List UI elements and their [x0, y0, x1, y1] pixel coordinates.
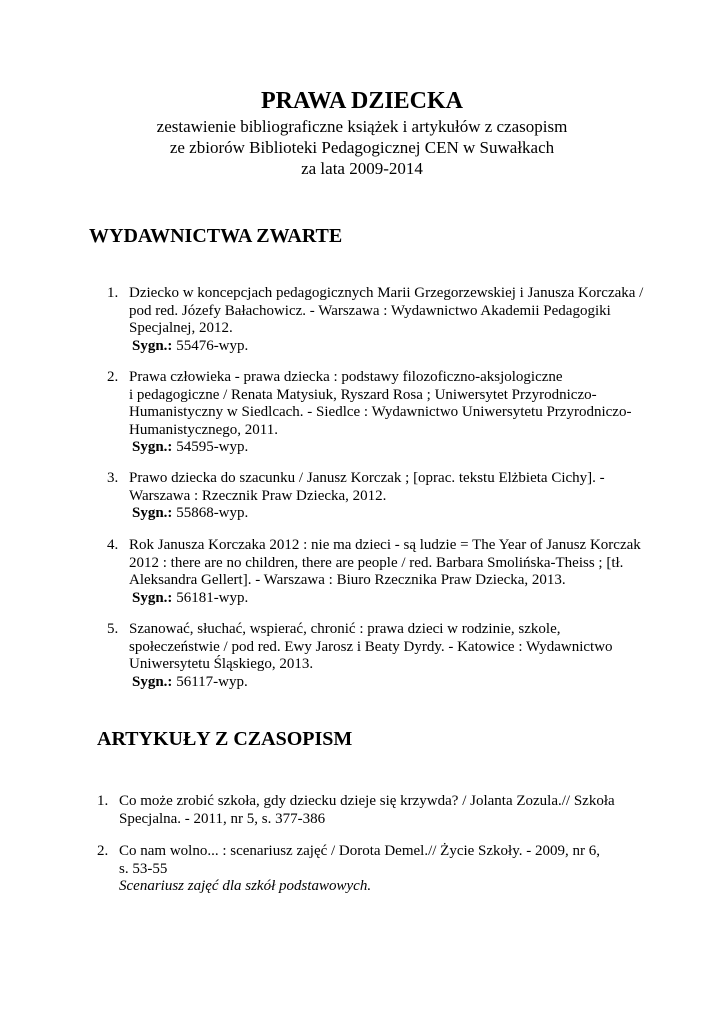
call-number-value: 55476-wyp. [172, 337, 249, 354]
call-number [129, 439, 667, 457]
item-text-line: Aleksandra Gellert]. - Warszawa : Biuro Rzecznika Praw Dziecka, 2013. [129, 572, 566, 588]
item-text-line: 2012 : there are no children, there are people / red. Barbara Smolińska-Theiss ; [tł. [129, 554, 624, 571]
subtitle-line: za lata 2009-2014 [301, 159, 423, 178]
call-number-label: Sygn.: [132, 439, 173, 455]
item-text-line: pod red. Józefy Bałachowicz. - Warszawa : Wydawnictwo Akademii Pedagogiki [129, 302, 611, 319]
item-text-line: Warszawa : Rzecznik Praw Dziecka, 2012. [129, 487, 387, 504]
item-text-line: Prawa człowieka - prawa dziecka : podstawy filozoficzno-aksjologiczne [129, 369, 563, 385]
item-number: 4. [107, 537, 119, 553]
list-item [107, 537, 667, 607]
item-text-line: Humanistyczny w Siedlcach. - Siedlce : Wydawnictwo Uniwersytetu Przyrodniczo- [129, 404, 632, 420]
section-heading-books: WYDAWNICTWA ZWARTE [89, 225, 343, 247]
item-text-line: Co może zrobić szkoła, gdy dziecku dzieje się krzywda? / Jolanta Zozula.// Szkoła [119, 793, 615, 809]
call-number [129, 674, 667, 692]
item-text-line: Szanować, słuchać, wspierać, chronić : prawa dzieci w rodzinie, szkole, [129, 621, 561, 637]
list-item [107, 369, 667, 457]
call-number-value: 54595-wyp. [172, 439, 249, 455]
item-number: 1. [107, 285, 119, 301]
item-text-line: i pedagogiczne / Renata Matysiuk, Ryszard Rosa ; Uniwersytet Przyrodniczo- [129, 386, 597, 403]
item-text-line: s. 53-55 [119, 860, 168, 877]
call-number-value: 56117-wyp. [172, 673, 248, 690]
list-item [97, 843, 657, 896]
document-title: PRAWA DZIECKA [260, 88, 464, 114]
call-number-label: Sygn.: [132, 589, 173, 606]
subtitle-line: ze zbiorów Biblioteki Pedagogicznej CEN w Suwałkach [169, 138, 555, 157]
item-text-line: Specjalnej, 2012. [129, 320, 233, 336]
title-block [0, 86, 724, 179]
item-text-line: Dziecko w koncepcjach pedagogicznych Marii Grzegorzewskiej i Janusza Korczaka / [129, 285, 644, 301]
list-item [107, 621, 667, 691]
item-text-line: Uniwersytetu Śląskiego, 2013. [129, 656, 314, 672]
call-number-label: Sygn.: [132, 673, 173, 690]
call-number [129, 338, 667, 356]
item-text-line: Rok Janusza Korczaka 2012 : nie ma dzieci - są ludzie = The Year of Janusz Korczak [129, 537, 641, 553]
item-number: 1. [97, 793, 109, 809]
item-number: 2. [97, 843, 109, 859]
item-text-line: Prawo dziecka do szacunku / Janusz Korczak ; [oprac. tekstu Elżbieta Cichy]. - [129, 470, 605, 486]
item-number: 3. [107, 470, 119, 486]
call-number-label: Sygn.: [132, 505, 173, 521]
call-number [129, 505, 667, 523]
item-number: 5. [107, 621, 119, 637]
item-text-line: Specjalna. - 2011, nr 5, s. 377-386 [119, 810, 326, 827]
call-number-value: 55868-wyp. [172, 505, 249, 521]
item-number: 2. [107, 369, 119, 385]
item-note: Scenariusz zajęć dla szkół podstawowych. [119, 878, 372, 894]
list-item [107, 285, 667, 355]
subtitle-line: zestawienie bibliograficzne książek i artykułów z czasopism [156, 117, 568, 136]
call-number-label: Sygn.: [132, 337, 173, 354]
call-number [129, 590, 667, 608]
list-item [107, 470, 667, 523]
list-item [97, 793, 657, 828]
item-text-line: Co nam wolno... : scenariusz zajęć / Dorota Demel.// Życie Szkoły. - 2009, nr 6, [119, 843, 600, 859]
section-heading-articles: ARTYKUŁY Z CZASOPISM [97, 728, 353, 750]
item-text-line: Humanistycznego, 2011. [129, 421, 278, 438]
item-text-line: społeczeństwie / pod red. Ewy Jarosz i Beaty Dyrdy. - Katowice : Wydawnictwo [129, 638, 613, 655]
call-number-value: 56181-wyp. [172, 589, 249, 606]
